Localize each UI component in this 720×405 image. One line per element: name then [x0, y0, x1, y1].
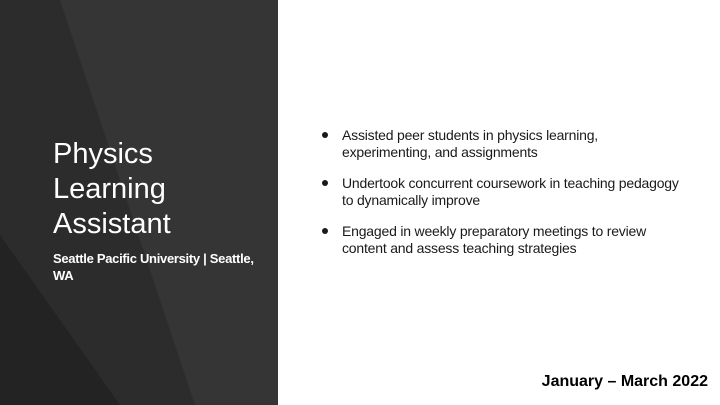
bullet-dot-icon	[322, 180, 328, 186]
bullet-item	[320, 223, 680, 256]
slide-subtitle: Seattle Pacific University | Seattle, WA	[53, 251, 254, 283]
bullet-item	[320, 127, 680, 160]
bullet-text: Undertook concurrent coursework in teaching pedagogy to dynamically improve	[342, 175, 679, 208]
bullet-item	[320, 175, 680, 208]
slide-title: Physics Learning Assistant	[53, 138, 171, 240]
bullet-dot-icon	[322, 132, 328, 138]
bullet-list	[320, 127, 680, 271]
date-range: January – March 2022	[541, 373, 708, 390]
bullet-text: Engaged in weekly preparatory meetings to review content and assess teaching strategies	[342, 223, 647, 256]
bullet-text: Assisted peer students in physics learning, experimenting, and assignments	[342, 127, 598, 160]
bullet-dot-icon	[322, 228, 328, 234]
title-panel	[0, 0, 278, 405]
